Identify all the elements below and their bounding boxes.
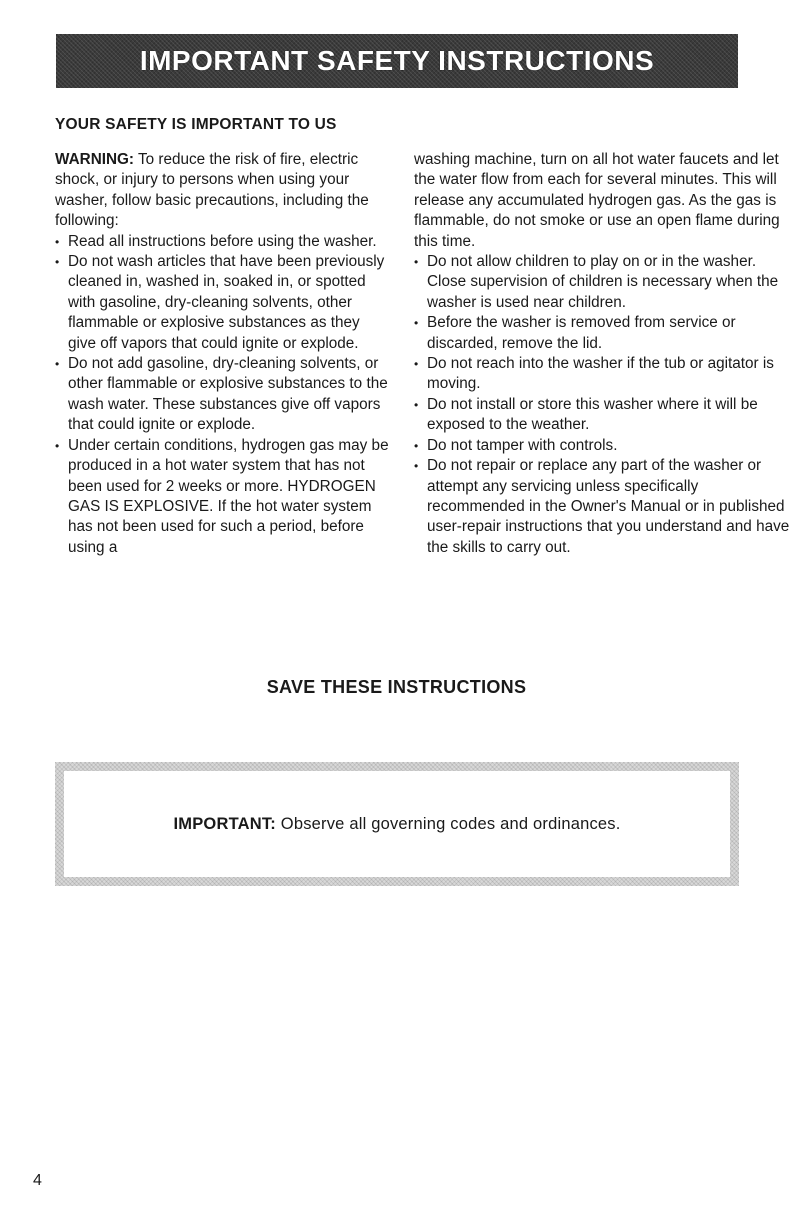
hydrogen-continuation: washing machine, turn on all hot water faucets and let the water flow from each for several minutes. This will release any accumulated hydrogen gas. As the gas is flammable, do not smoke or use an open flame during this time. [414,151,780,250]
page-number: 4 [33,1172,42,1189]
page-title: IMPORTANT SAFETY INSTRUCTIONS [139,45,655,76]
warning-paragraph [55,150,390,232]
list-item: • Do not add gasoline, dry-cleaning solvents, or other flammable or explosive substances to the wash water. These substances give off vapors that could ignite or explode. [55,354,390,436]
important-notice [173,815,620,834]
list-item: • Before the washer is removed from service or discarded, remove the lid. [414,313,793,354]
left-column [55,150,390,558]
list-item: • Do not wash articles that have been previously cleaned in, washed in, soaked in, or spotted with gasoline, dry-cleaning solvents, other flammable or explosive substances as they give off vapors that could ignite or explode. [55,252,390,354]
list-item: • Do not allow children to play on or in the washer. Close supervision of children is necessary when the washer is used near children. [414,252,793,313]
warning-label: WARNING: [55,151,135,168]
list-item: • Do not install or store this washer where it will be exposed to the weather. [414,395,793,436]
list-item: • Do not tamper with controls. [414,436,793,456]
hydrogen-warning-text: Under certain conditions, hydrogen gas may be produced in a hot water system that has not been used for 2 weeks or more. HYDROGEN GAS IS EXPLOSIVE. [68,436,389,515]
list-item-hydrogen [55,436,390,558]
important-notice-box [55,762,739,886]
section-heading: YOUR SAFETY IS IMPORTANT TO US [55,116,337,133]
list-item: • Do not repair or replace any part of the washer or attempt any servicing unless specifically recommended in the Owner's Manual or in published user-repair instructions that you understand and have the skills to carry out. [414,456,793,558]
important-notice-inner [64,771,730,877]
left-bullet-list [55,232,390,559]
list-item: • Do not reach into the washer if the tub or agitator is moving. [414,354,793,395]
save-instructions-heading: SAVE THESE INSTRUCTIONS [266,677,527,697]
list-item: • Read all instructions before using the washer. [55,232,390,252]
hydrogen-instruction-text: If the hot water system has not been used for such a period, before using a [68,497,372,556]
warning-intro: To reduce the risk of fire, electric shock, or injury to persons when using your washer, follow basic precautions, including the following: [55,151,369,230]
important-label: IMPORTANT: [173,814,276,833]
important-text: Observe all governing codes and ordinances. [276,814,621,833]
right-bullet-list [414,252,793,558]
title-banner [56,34,738,88]
right-column [414,150,793,558]
